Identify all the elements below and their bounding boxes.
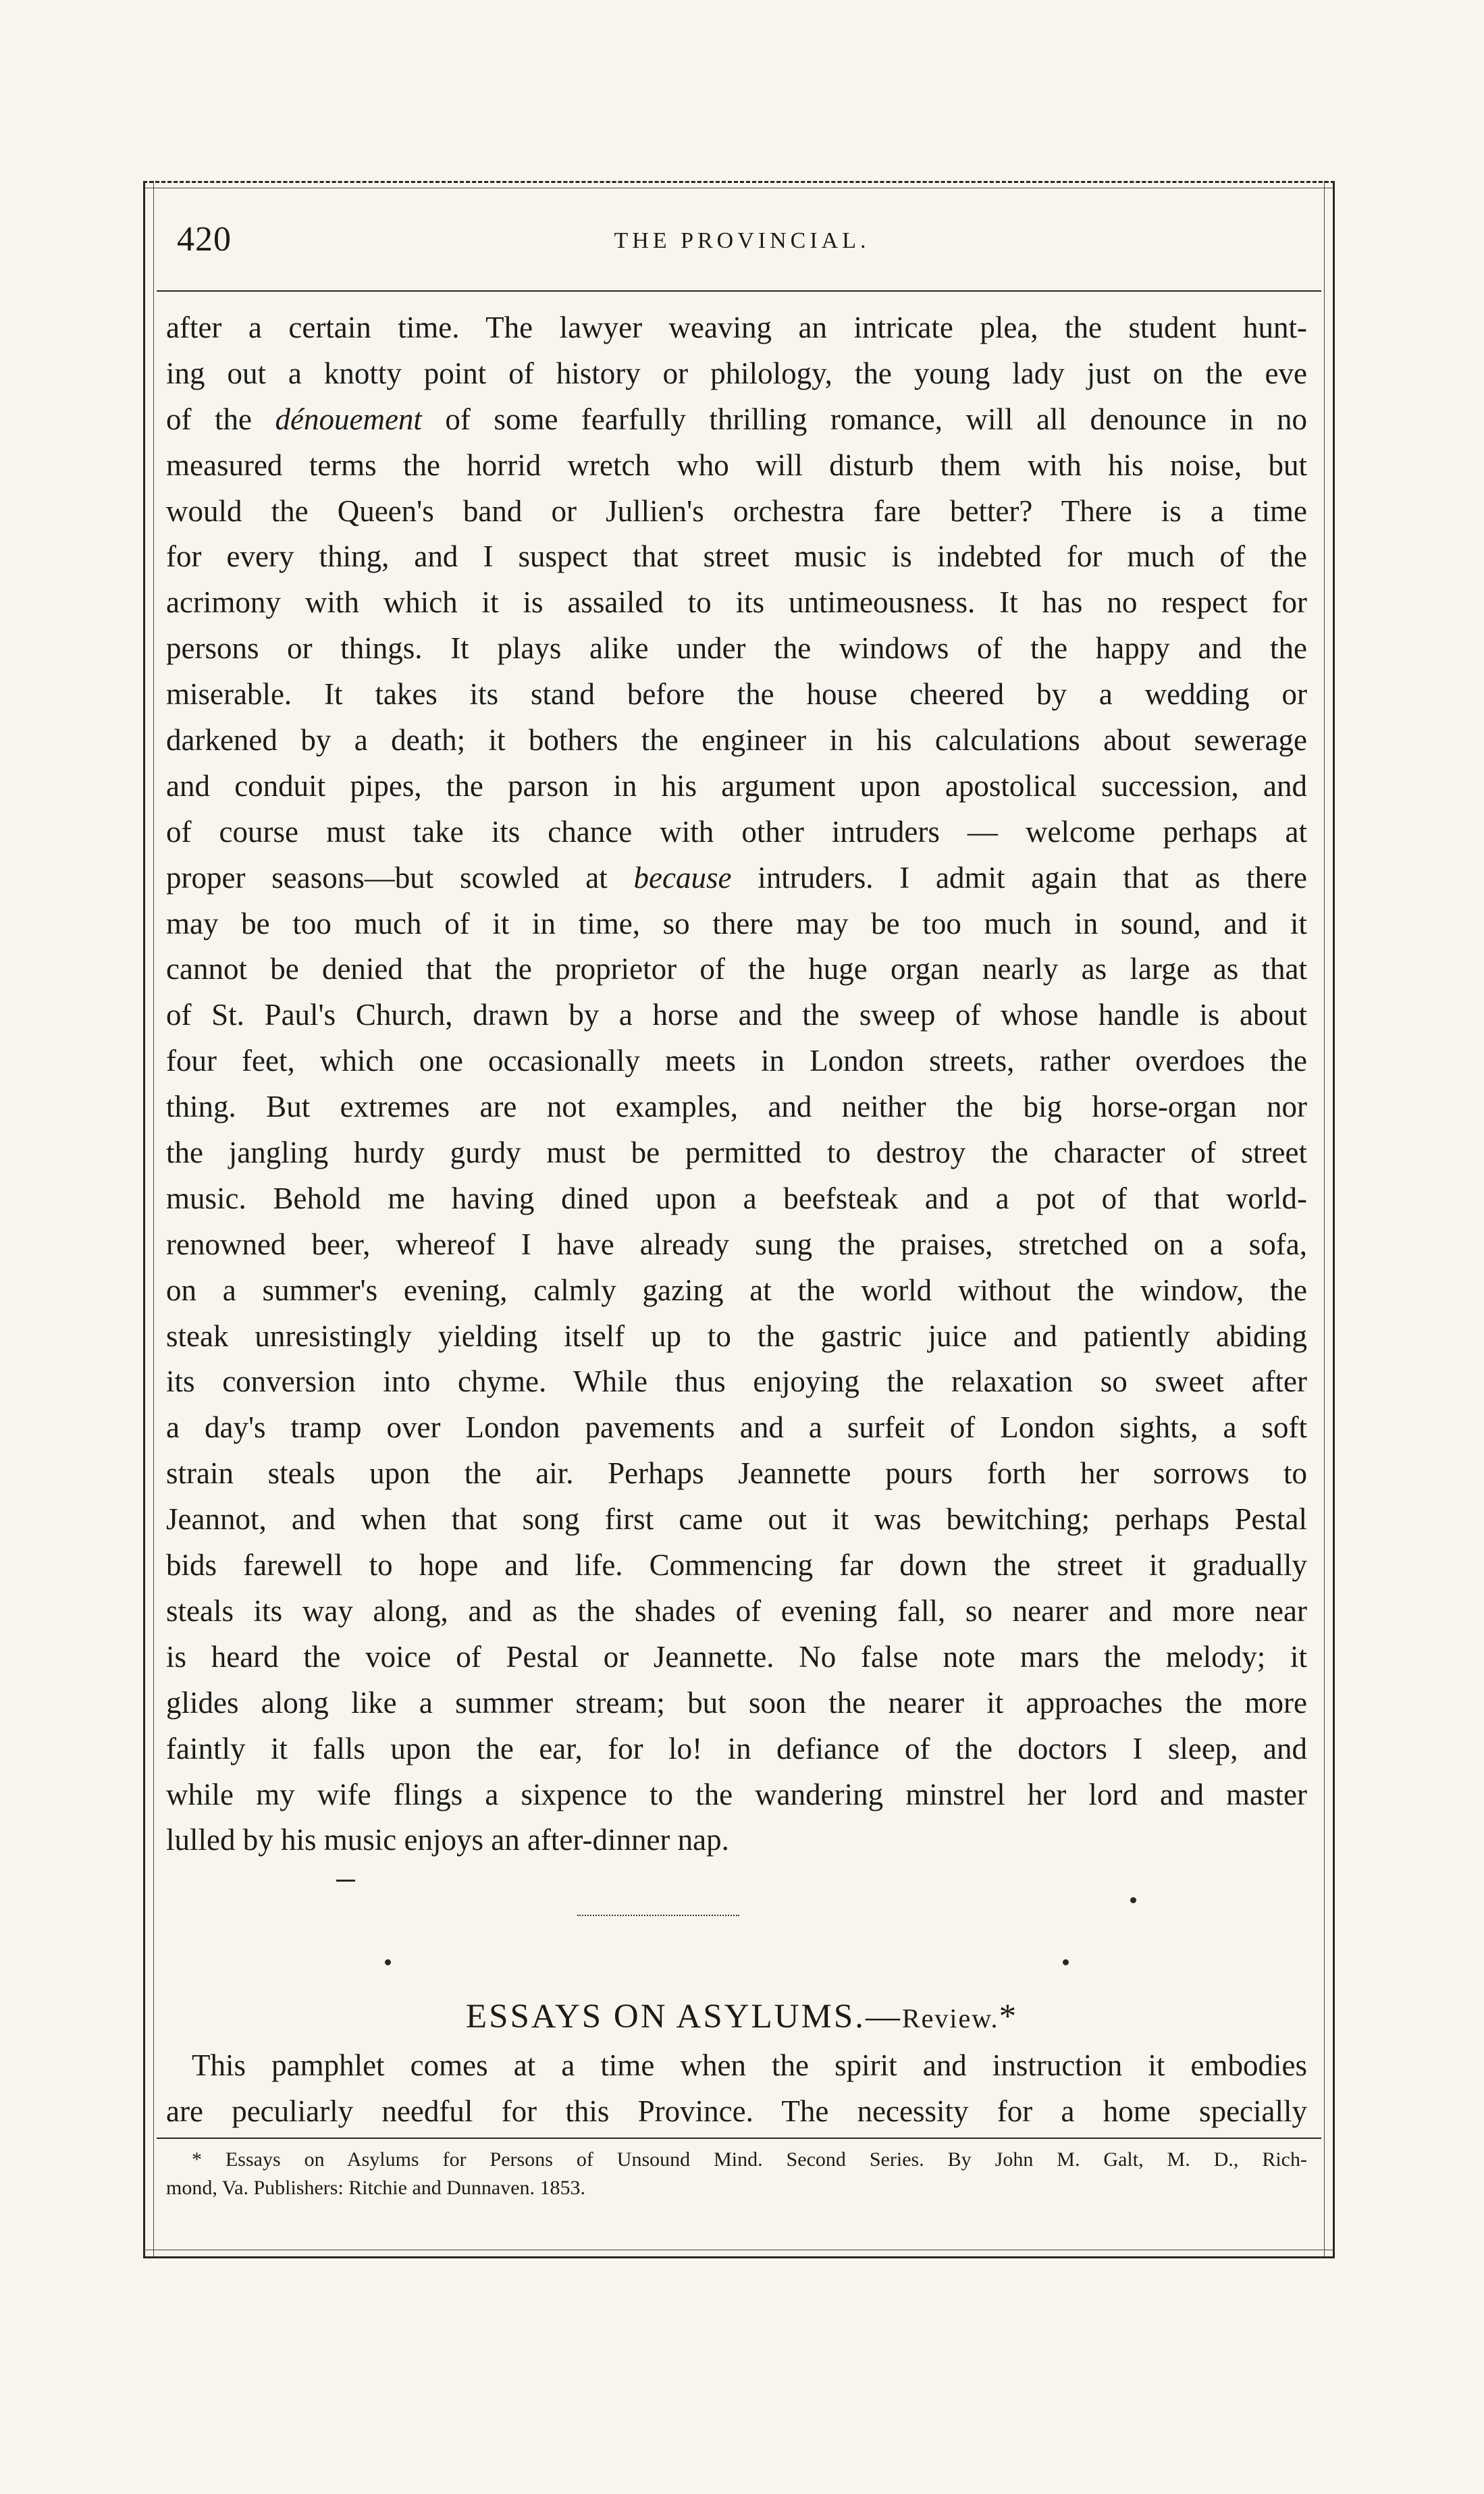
running-head: THE PROVINCIAL. <box>614 228 870 253</box>
body-line: miserable. It takes its stand before the house cheered by a wedding or <box>166 677 1307 712</box>
body-line: bids farewell to hope and life. Commencing far down the street it gradually <box>166 1548 1307 1583</box>
body-line: ing out a knotty point of history or philology, the young lady just on the eve <box>166 356 1307 390</box>
body-line: for every thing, and I suspect that street music is indebted for much of the <box>166 539 1307 574</box>
body-line: darkened by a death; it bothers the engineer in his calculations about sewerage <box>166 723 1307 758</box>
body-line: the jangling hurdy gurdy must be permitted to destroy the character of street <box>166 1136 1307 1170</box>
frame-rule-bottom <box>143 2256 1335 2258</box>
ornament-dash <box>336 1880 355 1882</box>
ornament-dot <box>1063 1959 1069 1965</box>
body-text <box>166 305 1307 1863</box>
body-line: may be too much of it in time, so there may be too much in sound, and it <box>166 906 1307 940</box>
body-line: glides along like a summer stream; but soon the nearer it approaches the more <box>166 1685 1307 1720</box>
body-line: of the dénouement of some fearfully thrilling romance, will all denounce in no <box>166 402 1307 436</box>
ornament-dot <box>1130 1897 1136 1903</box>
footnote-line: mond, Va. Publishers: Ritchie and Dunnaven. 1853. <box>166 2177 586 2199</box>
emphasis: dénouement <box>275 402 422 436</box>
body-line: cannot be denied that the proprietor of the huge organ nearly as large as that <box>166 952 1307 986</box>
body-line: while my wife flings a sixpence to the wandering minstrel her lord and master <box>166 1777 1307 1811</box>
section-title <box>0 1997 1484 2036</box>
body-line: proper seasons—but scowled at because intruders. I admit again that as there <box>166 860 1307 895</box>
body-line: would the Queen's band or Jullien's orchestra fare better? There is a time <box>166 494 1307 528</box>
body-line: measured terms the horrid wretch who will disturb them with his noise, but <box>166 448 1307 482</box>
body-line: is heard the voice of Pestal or Jeannette. No false note mars the melody; it <box>166 1639 1307 1674</box>
ornament-dot <box>385 1959 391 1965</box>
body-line: music. Behold me having dined upon a beefsteak and a pot of that world- <box>166 1181 1307 1215</box>
section-line: This pamphlet comes at a time when the spirit and instruction it embodies <box>192 2048 1307 2082</box>
body-line: on a summer's evening, calmly gazing at the world without the window, the <box>166 1273 1307 1307</box>
body-line: after a certain time. The lawyer weaving an intricate plea, the student hunt- <box>166 311 1307 344</box>
body-line: renowned beer, whereof I have already sung the praises, stretched on a sofa, <box>166 1227 1307 1261</box>
page-number: 420 <box>177 220 232 259</box>
header-rule <box>157 290 1321 292</box>
body-line: and conduit pipes, the parson in his argument upon apostolical succession, and <box>166 768 1307 803</box>
footnote-rule <box>157 2138 1321 2139</box>
body-line: faintly it falls upon the ear, for lo! in defiance of the doctors I sleep, and <box>166 1731 1307 1766</box>
body-line: of St. Paul's Church, drawn by a horse and the sweep of whose handle is about <box>166 998 1307 1032</box>
body-line: four feet, which one occasionally meets in London streets, rather overdoes the <box>166 1044 1307 1078</box>
footnote-marker: * <box>999 1998 1019 2036</box>
body-line: steak unresistingly yielding itself up to the gastric juice and patiently abiding <box>166 1319 1307 1353</box>
body-line: persons or things. It plays alike under the windows of the happy and the <box>166 631 1307 666</box>
emphasis: because <box>633 860 732 895</box>
body-line: steals its way along, and as the shades of evening fall, so nearer and more near <box>166 1593 1307 1628</box>
section-text <box>166 2042 1307 2134</box>
section-divider <box>577 1915 739 1916</box>
body-line: thing. But extremes are not examples, and neither the big horse-organ nor <box>166 1090 1307 1124</box>
section-title-review: Review. <box>901 2003 999 2034</box>
body-line: Jeannot, and when that song first came out it was bewitching; perhaps Pestal <box>166 1502 1307 1537</box>
body-line: its conversion into chyme. While thus enjoying the relaxation so sweet after <box>166 1364 1307 1399</box>
section-line: are peculiarly needful for this Province. The necessity for a home specially <box>166 2094 1307 2128</box>
body-line: acrimony with which it is assailed to its untimeousness. It has no respect for <box>166 585 1307 620</box>
body-line: strain steals upon the air. Perhaps Jeannette pours forth her sorrows to <box>166 1456 1307 1491</box>
body-line: a day's tramp over London pavements and a surfeit of London sights, a soft <box>166 1410 1307 1445</box>
body-line: lulled by his music enjoys an after-dinner nap. <box>166 1823 729 1857</box>
body-line: of course must take its chance with other intruders — welcome perhaps at <box>166 814 1307 849</box>
footnote-line: * Essays on Asylums for Persons of Unsound Mind. Second Series. By John M. Galt, M. D., Rich- <box>192 2148 1307 2171</box>
footnote <box>166 2146 1307 2202</box>
section-title-main: ESSAYS ON ASYLUMS.— <box>465 1998 902 2036</box>
